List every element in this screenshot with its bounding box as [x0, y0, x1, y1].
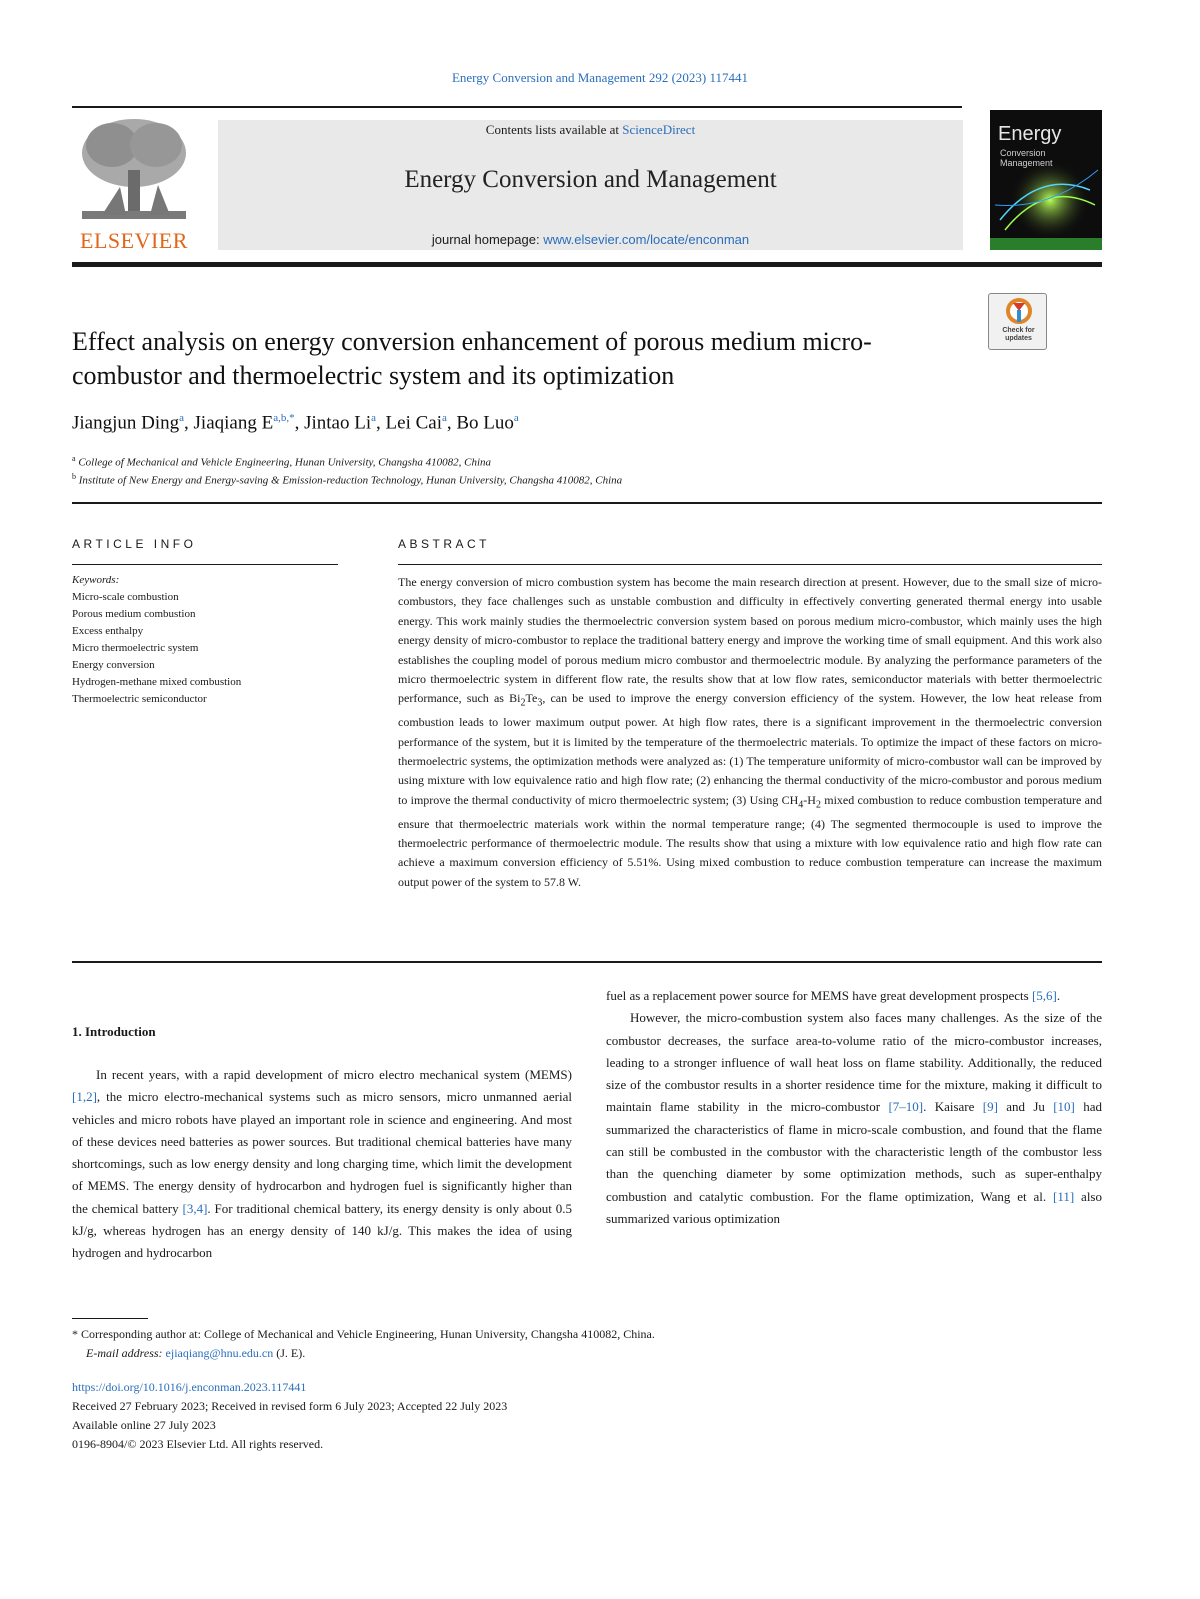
subscript: 2	[815, 799, 821, 811]
keyword-item: Micro-scale combustion	[72, 591, 179, 603]
body-text: had summarized the characteristics of flame in micro-scale combustion, and found that the flame can still be combusted in the combustor with the characteristic length of the combustor less than the quenching diameter by some optimization methods, such as super-enthalpy combustion and catalytic combustion. For the flame optimization, Wang et al.	[606, 1099, 1102, 1204]
check-for-updates-label: Check for updates	[1002, 327, 1035, 342]
introduction-heading: 1. Introduction	[72, 1024, 156, 1039]
abstract-text-part: Te	[525, 691, 538, 706]
citation-link[interactable]: [9]	[982, 1099, 998, 1115]
intro-paragraph-1	[72, 1064, 572, 1265]
header-rule	[72, 262, 1102, 267]
body-text: fuel as a replacement power source for MEMS have great development prospects	[606, 988, 1032, 1003]
affiliation-text: Institute of New Energy and Energy-saving & Emission-reduction Technology, Hunan University, Changsha 410082, China	[78, 474, 623, 487]
subscript: 4	[798, 799, 804, 811]
journal-title: Energy Conversion and Management	[404, 166, 777, 193]
keyword-item: Porous medium combustion	[72, 608, 196, 620]
contents-prefix: Contents lists available at	[485, 122, 623, 137]
email-link[interactable]: ejiaqiang@hnu.edu.cn	[165, 1346, 274, 1360]
body-text: However, the micro-combustion system also faces many challenges. As the size of the combustor decreases, the surface area-to-volume ratio of the micro-combustor increases, leading to a stronger influence of wall heat loss on flame stability. Additionally, the reduced size of the combustor results in a shorter residence time for the mixture, making it difficult to maintain flame stability in the micro-combustor	[606, 1010, 1102, 1115]
cover-subtitle	[1000, 148, 1053, 168]
doi-link[interactable]: https://doi.org/10.1016/j.enconman.2023.117441	[72, 1380, 307, 1394]
journal-reference[interactable]: Energy Conversion and Management 292 (2023) 117441	[451, 70, 749, 85]
keyword-item: Energy conversion	[72, 659, 155, 671]
body-text: . Kaisare	[923, 1099, 983, 1115]
homepage-prefix: journal homepage:	[431, 232, 544, 247]
body-text: and Ju	[997, 1099, 1054, 1115]
copyright-line: 0196-8904/© 2023 Elsevier Ltd. All rights reserved.	[72, 1437, 324, 1451]
author-name[interactable]: Jintao Li	[304, 412, 372, 434]
homepage-line	[218, 232, 963, 247]
article-info-heading: ARTICLE INFO	[72, 537, 197, 551]
citation-link[interactable]: [7–10]	[888, 1099, 924, 1115]
author-affiliation-mark[interactable]: a	[441, 412, 447, 424]
author-name[interactable]: Jiangjun Ding	[72, 412, 180, 434]
subscript: 2	[520, 697, 526, 709]
abstract-text-part: -H	[803, 792, 816, 807]
author-affiliation-mark[interactable]: a	[179, 412, 185, 424]
abstract-text-part: mixed combustion to reduce combustion temperature and ensure that thermoelectric materials work within the normal temperature range; (4) The segmented thermocouple is used to improve the thermoelectric performance of thermoelectric module. The results show that using a mixture with low equivalence ratio and high flow rate can achieve a maximum conversion efficiency of 5.51%. Using mixed combustion to reduce combustion temperature can increase the maximum output power of the system to 57.8 W.	[398, 792, 1102, 889]
keyword-item: Micro thermoelectric system	[72, 642, 199, 654]
affiliation-a	[72, 454, 972, 469]
keyword-item: Thermoelectric semiconductor	[72, 693, 207, 705]
author-name[interactable]: Jiaqiang E	[193, 412, 274, 434]
body-text: also summarized various optimization	[606, 1188, 1102, 1226]
affiliation-mark: b	[72, 472, 76, 481]
author-name[interactable]: Lei Cai	[385, 412, 442, 434]
intro-paragraph-continued	[606, 985, 1102, 1007]
affiliation-mark: a	[72, 454, 76, 463]
body-text: , the micro electro-mechanical systems such as micro sensors, micro unmanned aerial vehicles and micro robots have played an important role in science and engineering. And most of these devices need batteries as power sources. But traditional chemical batteries have many shortcomings, such as low energy density and long charging time, which limit the development of MEMS. The energy density of hydrocarbon and hydrogen fuel is significantly higher than the chemical battery	[72, 1089, 572, 1216]
author-affiliation-mark[interactable]: a	[371, 412, 377, 424]
article-info-rule	[72, 564, 338, 565]
abstract-end-rule	[72, 961, 1102, 963]
abstract-text-part: , can be used to improve the energy conversion efficiency of the system. However, the low heat release from combustion leads to lower maximum output power. At high flow rates, there is a significant improvement in the thermoelectric conversion performance of the system, but it is limited by the temperature of the thermoelectric materials. To optimize the impact of these factors on micro-thermoelectric systems, the optimization methods were analyzed as: (1) The temperature uniformity of micro-combustor wall can be improved by using mixture with low equivalence ratio and high flow rate; (2) enhancing the thermal conductivity of the micro-combustor and porous medium to improve the thermal conductivity of micro thermoelectric system; (3) Using CH	[398, 691, 1102, 807]
body-text: In recent years, with a rapid development of micro electro mechanical system (MEMS)	[96, 1067, 572, 1082]
keyword-item: Hydrogen-methane mixed combustion	[72, 676, 242, 688]
received-dates: Received 27 February 2023; Received in revised form 6 July 2023; Accepted 22 July 2023	[72, 1399, 508, 1413]
affiliation-b	[72, 472, 972, 487]
email-label: E-mail address:	[86, 1346, 163, 1360]
journal-cover[interactable]	[990, 110, 1102, 250]
author-affiliation-mark[interactable]: a,b,*	[273, 412, 295, 424]
affiliation-text: College of Mechanical and Vehicle Engineering, Hunan University, Changsha 410082, China	[78, 456, 492, 469]
abstract-rule	[398, 564, 1102, 565]
intro-right-column	[606, 985, 1102, 1230]
citation-link[interactable]: [3,4]	[182, 1200, 208, 1216]
keywords-label: Keywords:	[72, 574, 120, 586]
subscript: 3	[537, 697, 543, 709]
footnote-rule	[72, 1318, 148, 1319]
publisher-name: ELSEVIER	[80, 228, 188, 253]
check-for-updates-badge[interactable]	[988, 293, 1047, 350]
top-rule	[72, 106, 962, 108]
abstract-body	[398, 573, 1102, 892]
author-name[interactable]: Bo Luo	[456, 412, 514, 434]
article-title: Effect analysis on energy conversion enhancement of porous medium micro-combustor and thermoelectric system and its optimization	[72, 327, 872, 390]
cover-sub-line2: Management	[1000, 158, 1053, 168]
contents-line	[218, 122, 963, 138]
publication-info	[72, 1378, 772, 1454]
abstract-heading: ABSTRACT	[398, 537, 491, 551]
homepage-link[interactable]: www.elsevier.com/locate/enconman	[543, 232, 750, 247]
body-text: .	[1056, 988, 1061, 1003]
email-suffix: (J. E).	[273, 1346, 306, 1360]
footnote-text: Corresponding author at: College of Mechanical and Vehicle Engineering, Hunan University, Changsha 410082, China.	[78, 1327, 655, 1341]
author-list: Jiangjun Ding$^a$, Jiaqiang $E^{a,b,*}$, Jintao Li$^a$, Lei Cai$^a$, Bo Luo$^a$	[72, 412, 519, 434]
keyword-item: Excess enthalpy	[72, 625, 144, 637]
intro-paragraph-2	[606, 1007, 1102, 1230]
citation-link[interactable]: [10]	[1053, 1099, 1075, 1115]
sciencedirect-link[interactable]: ScienceDirect	[622, 122, 696, 137]
corresponding-author-footnote	[72, 1325, 1072, 1363]
section-rule	[72, 502, 1102, 504]
abstract-text-part: The energy conversion of micro combustion system has become the main research direction at present. However, due to the small size of micro-combustors, they face challenges such as unstable combustion and difficulty in effectively converting generated thermal energy into usable energy. This work mainly studies the thermoelectric conversion system based on porous medium micro-combustor, which mainly uses the high energy density of micro-combustor to replace the traditional battery energy and improve the working time of small equipment. And this work also establishes the coupling model of porous medium micro combustor and thermoelectric module. By analyzing the performance parameters of the micro thermoelectric system in different flow rate, the results show that at low flow rates, semiconductor materials with better thermoelectric performance, such as Bi	[398, 575, 1102, 706]
citation-link[interactable]: [5,6]	[1031, 988, 1057, 1003]
author-affiliation-mark[interactable]: a	[513, 412, 519, 424]
citation-link[interactable]: [11]	[1053, 1188, 1075, 1204]
available-online: Available online 27 July 2023	[72, 1418, 216, 1432]
check-for-updates-icon	[1006, 298, 1032, 326]
keywords-list	[72, 572, 338, 708]
body-text: . For traditional chemical battery, its energy density is only about 0.5 kJ/g, whereas hydrogen has an energy density of 140 kJ/g. This makes the idea of using hydrogen and hydrocarbon	[72, 1200, 572, 1261]
cover-title: Energy	[998, 123, 1062, 145]
citation-link[interactable]: [1,2]	[72, 1089, 97, 1105]
footnote-mark: *	[72, 1327, 78, 1341]
cover-sub-line1: Conversion	[1000, 148, 1046, 158]
